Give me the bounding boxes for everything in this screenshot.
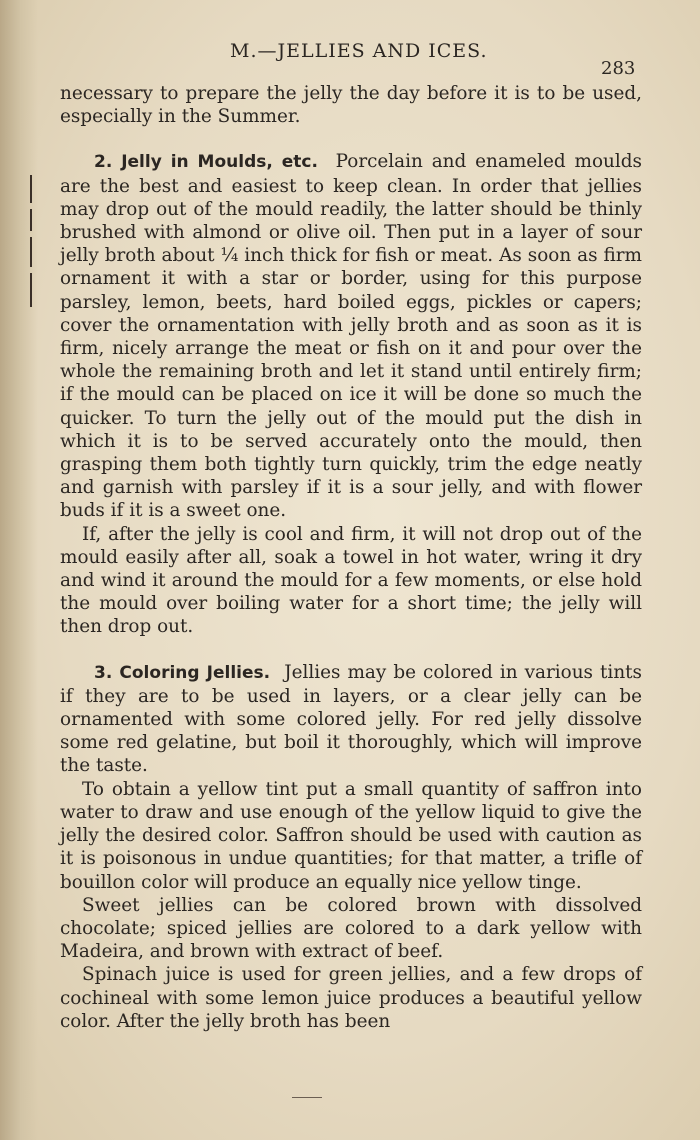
section-2-heading: 2. Jelly in Moulds, etc.	[94, 152, 318, 173]
page-number: 283	[601, 58, 636, 79]
binding-gutter	[0, 0, 38, 1140]
running-head: M.—JELLIES AND ICES.	[230, 40, 488, 62]
intro-paragraph: necessary to prepare the jelly the day before it is to be used, especially in the Summer.	[60, 83, 642, 128]
section-2-paragraph-2: If, after the jelly is cool and firm, it will not drop out of the mould easily after all, soak a towel in hot water, wring it dry and wind it around the mould for a few moments, or else hold the mould over boiling water for a short time; the jelly will then drop out.	[60, 523, 642, 638]
section-2-paragraph-1	[60, 150, 642, 522]
section-3-paragraph-3: Sweet jellies can be colored brown with dissolved chocolate; spiced jellies are colored to a dark yellow with Madeira, and brown with extract of beef.	[60, 894, 642, 963]
section-2-text-1: Porcelain and enameled moulds are the best and easiest to keep clean. In order that jellies may drop out of the mould readily, the latter should be thinly brushed with almond or olive oil. Then put in a layer of sour jelly broth about ¼ inch thick for fish or meat. As soon as firm ornament it with a star or border, using for this purpose parsley, lemon, beets, hard boiled eggs, pickles or capers; cover the ornamentation with jelly broth and as soon as it is firm, nicely arrange the meat or fish on it and pour over the whole the remaining broth and let it stand until entirely firm; if the mould can be placed on ice it will be done so much the quicker. To turn the jelly out of the mould put the dish in which it is to be served accurately onto the mould, then grasping them both tightly turn quickly, trim the edge neatly and garnish with parsley if it is a sour jelly, and with flower buds if it is a sweet one.	[60, 151, 642, 522]
page-body	[60, 82, 642, 1033]
section-3-paragraph-4: Spinach juice is used for green jellies, and a few drops of cochineal with some lemon juice produces a beautiful yellow color. After the jelly broth has been	[60, 964, 642, 1032]
footer-rule	[292, 1097, 322, 1098]
section-3-heading: 3. Coloring Jellies.	[94, 662, 271, 683]
section-3-text-1: Jellies may be colored in various tints if they are to be used in layers, or a clear jelly can be ornamented with some colored jelly. For red jelly dissolve some red gelatine, but boil it thoroughly, which will improve the taste.	[60, 661, 642, 777]
section-3-paragraph-1	[60, 661, 642, 778]
margin-pencil-mark	[30, 175, 38, 325]
section-3-paragraph-2: To obtain a yellow tint put a small quantity of saffron into water to draw and use enough of the yellow liquid to give the jelly the desired color. Saffron should be used with caution as it is poisonous in undue quantities; for that matter, a trifle of bouillon color will produce an equally nice yellow tinge.	[60, 778, 642, 893]
